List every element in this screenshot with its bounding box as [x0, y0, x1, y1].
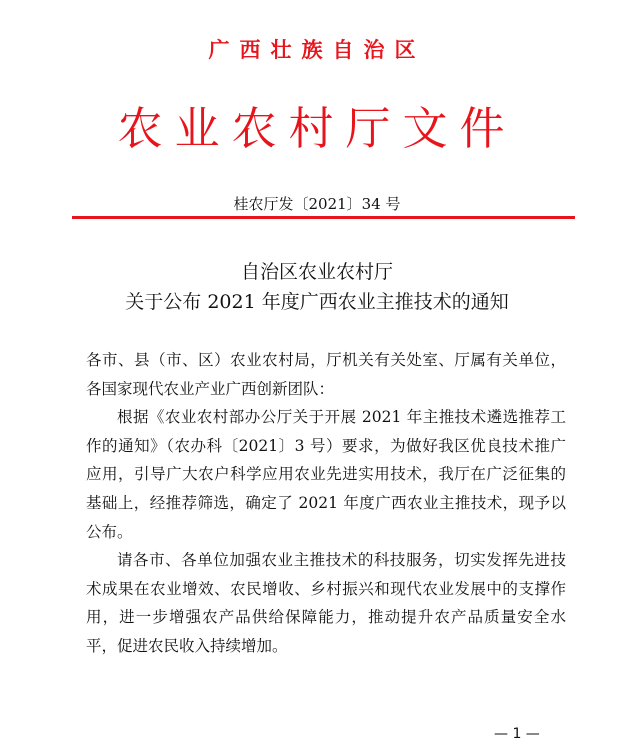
page-number: — 1 —	[494, 726, 540, 742]
notice-title-line-2: 关于公布 2021 年度广西农业主推技术的通知	[125, 291, 509, 313]
issuing-region: 广西壮族自治区	[208, 38, 426, 62]
notice-body	[86, 346, 566, 661]
salutation-paragraph: 各市、县（市、区）农业农村局，厅机关有关处室、厅属有关单位，各国家现代农业产业广西创新团队：	[86, 351, 566, 398]
body-paragraph-1: 根据《农业农村部办公厅关于开展 2021 年主推技术遴选推荐工作的通知》（农办科〔2021〕3 号）要求，为做好我区优良技术推广应用，引导广大农户科学应用农业先进实用技术，我厅在广泛征集的基础上，经推荐筛选，确定了 2021 年度广西农业主推技术，现予以公布。	[86, 408, 566, 541]
document-type-heading: 农业农村厅文件	[117, 102, 517, 155]
notice-title-line-1: 自治区农业农村厅	[240, 261, 393, 283]
document-number: 桂农厅发〔2021〕34 号	[233, 195, 401, 213]
red-divider-line	[72, 216, 575, 219]
body-paragraph-2: 请各市、各单位加强农业主推技术的科技服务，切实发挥先进技术成果在农业增效、农民增收、乡村振兴和现代农业发展中的支撑作用，进一步增强农产品供给保障能力，推动提升农产品质量安全水平，促进农民收入持续增加。	[86, 551, 566, 655]
